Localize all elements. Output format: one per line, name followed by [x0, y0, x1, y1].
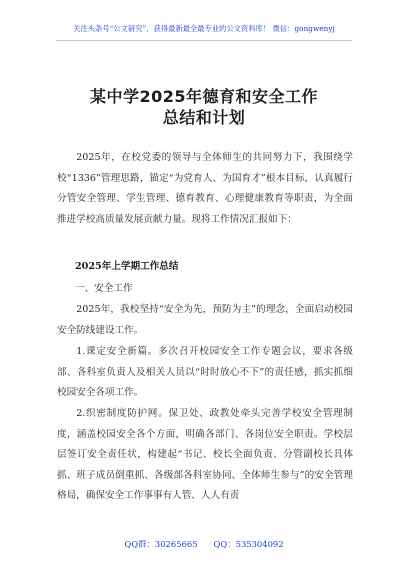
document-title-line1: 某中学2025年德育和安全工作: [89, 87, 319, 106]
safety-item-1: 1.课定安全新篇。多次召开校园安全工作专题会议，要求各级部、各科室负责人及相关人员以“时时放心不下”的责任感，抓实抓细校园安全各项工作。: [57, 346, 353, 398]
safety-intro-paragraph: 2025年，我校坚持“安全为先，预防为主”的理念，全面启动校园安全防线建设工作。: [57, 304, 353, 336]
header-divider: [56, 40, 352, 41]
header-promo-note: 关注头条号“公文研究”，获得最新最全最专业的公文资料库！ 微信：gongwenyj: [73, 24, 335, 33]
intro-paragraph: 2025年，在校党委的领导与全体师生的共同努力下，我围绕学校“1336”管理思路，锚定“为党育人、为国育才”根本目标，认真履行分管安全管理、学生管理、德育教育、心理健康教育等职责，为全面推进学校高质量发展贡献力量。现将工作情况汇报如下：: [57, 152, 353, 225]
safety-item-2: 2.织密制度防护网。保卫处、政教处牵头完善学校安全管理制度，涵盖校园安全各个方面，明确各部门、各岗位安全职责。学校层层签订安全责任状，构建起“书记、校长全面负责、分管副校长具体抓、班子成员倒重抓、各级部各科室协同、全体师生参与”的安全管理格局，确保安全工作事事有人管、人人有责: [57, 408, 353, 501]
section-heading: 2025年上学期工作总结: [75, 261, 179, 272]
document-title-line2: 总结和计划: [162, 108, 246, 127]
footer-contact-note: QQ群：30265665 QQ：535304092: [124, 539, 284, 549]
subsection-heading: 一、安全工作: [75, 283, 133, 294]
